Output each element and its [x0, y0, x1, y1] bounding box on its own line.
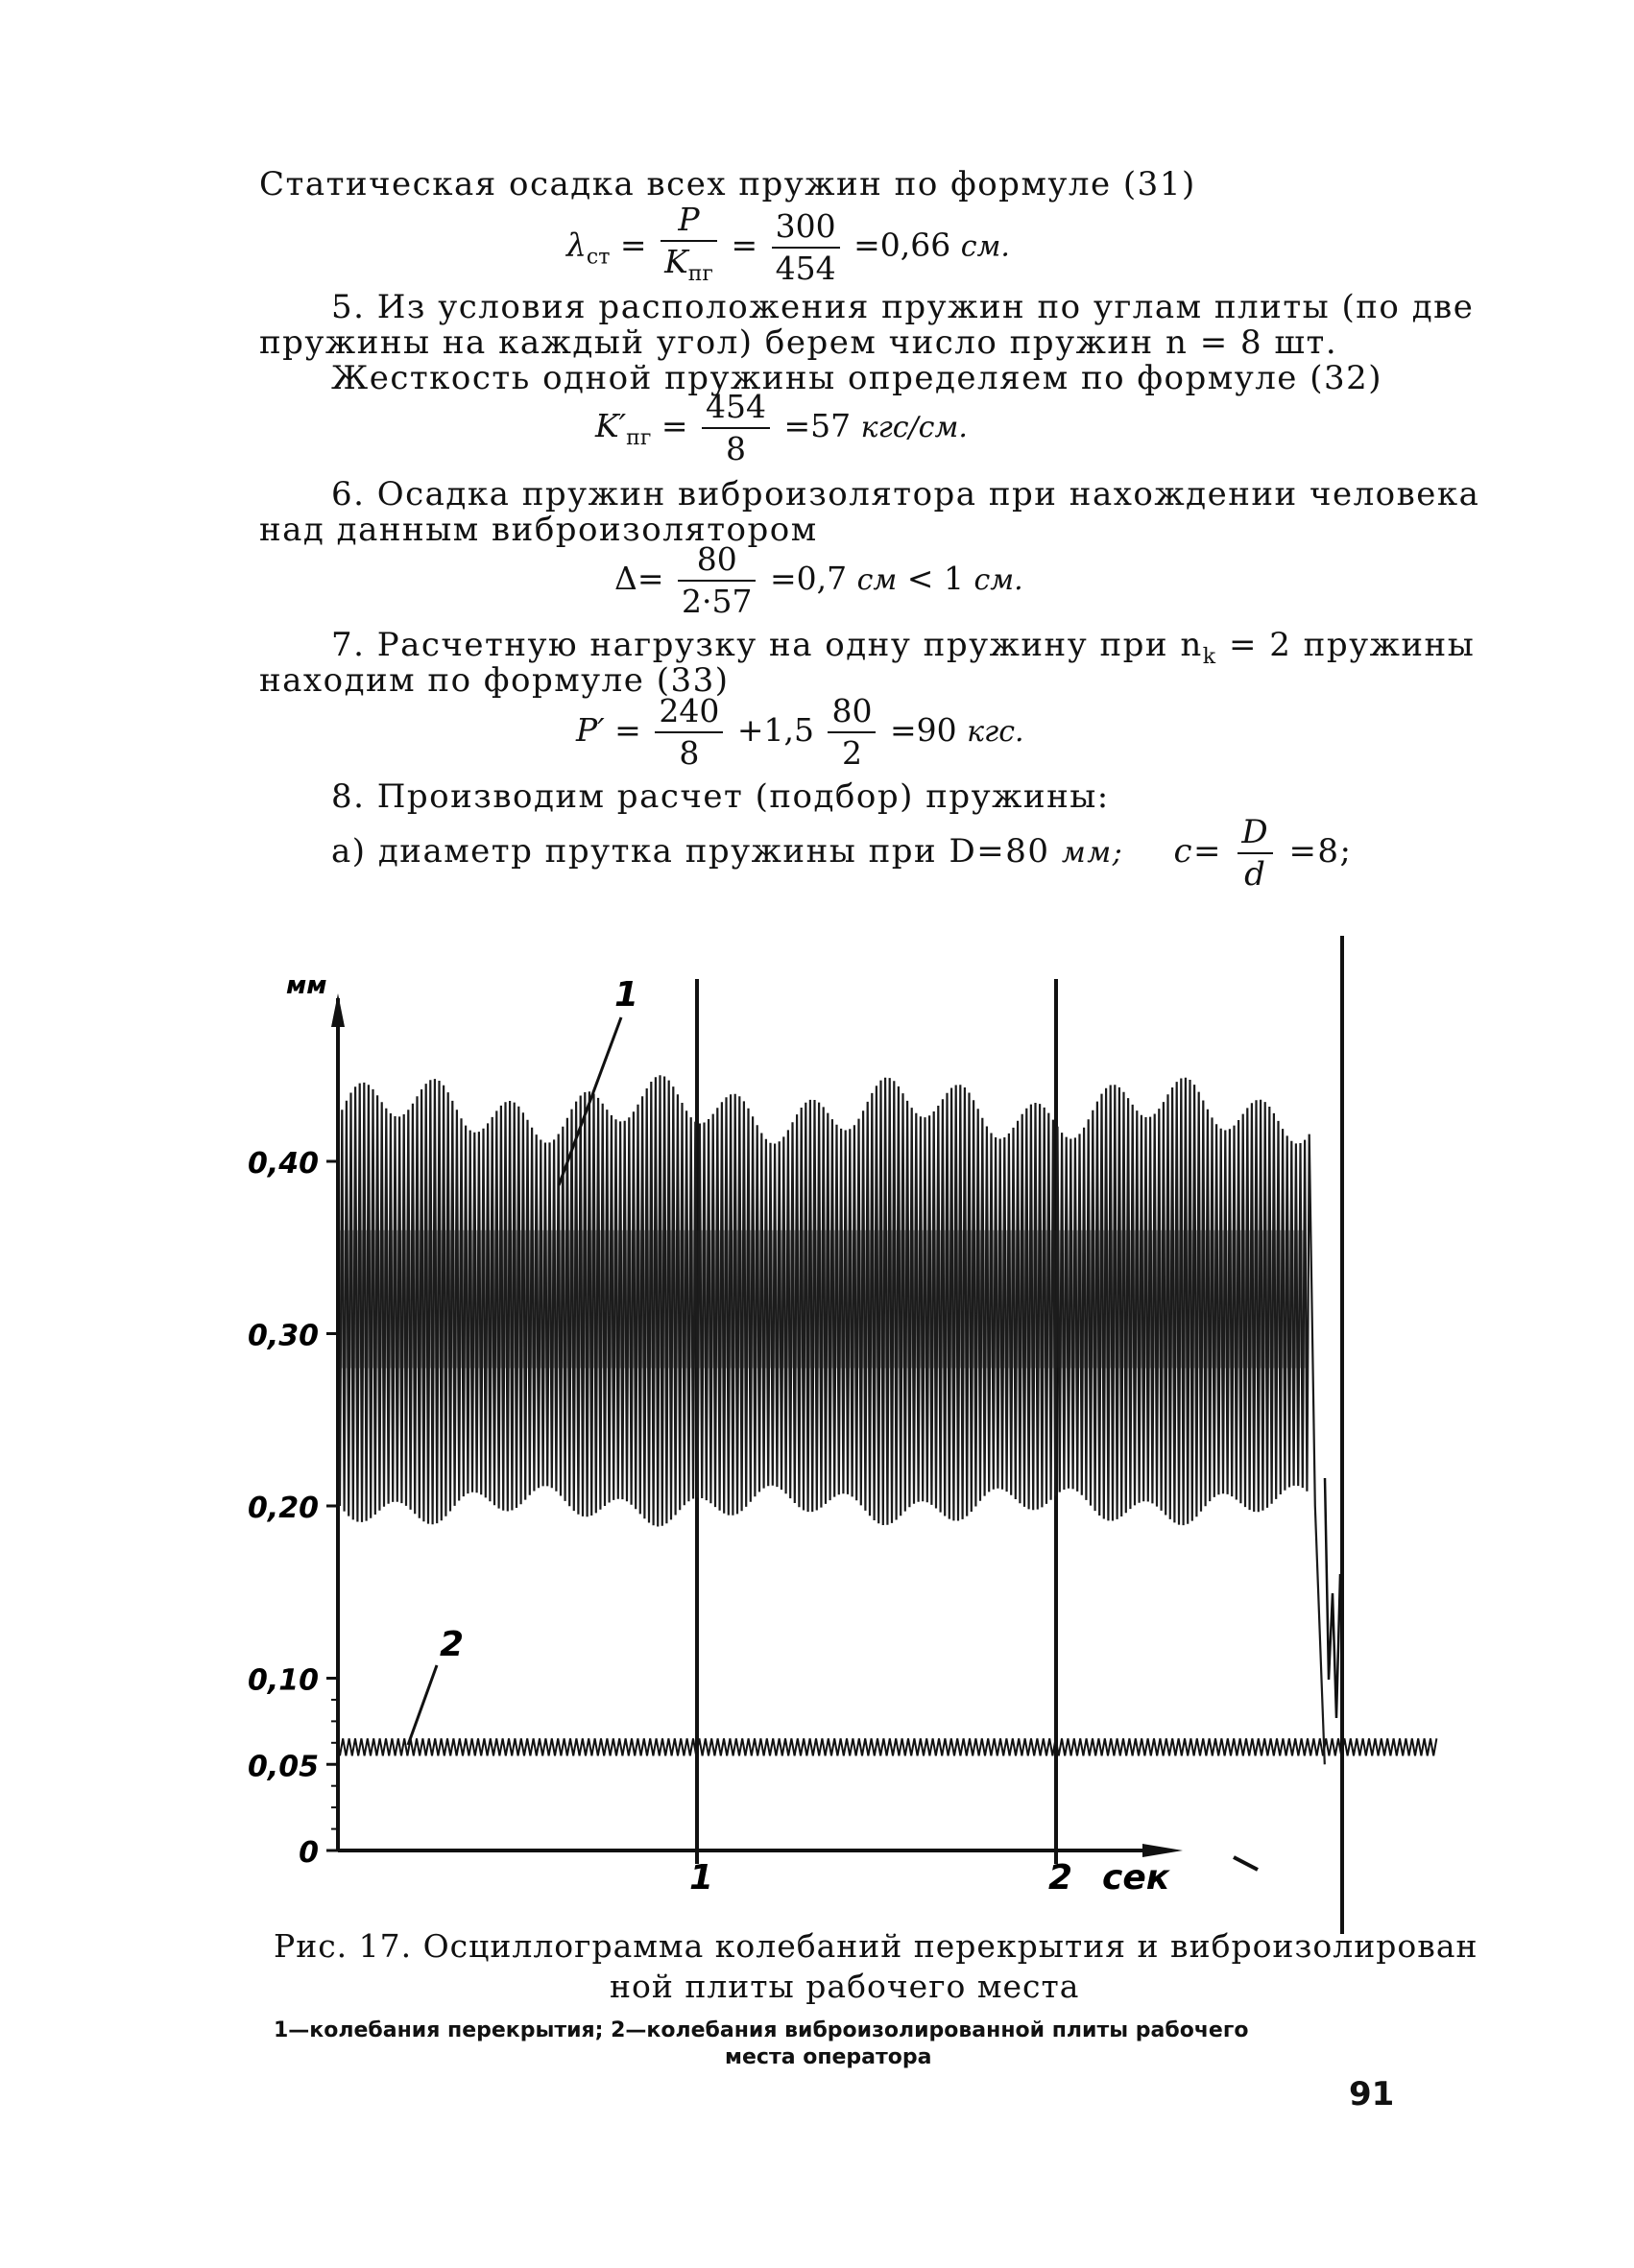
paragraph-line: 8. Производим расчет (подбор) пружины:	[331, 777, 1110, 816]
paragraph-line: Статическая осадка всех пружин по формуле (31)	[259, 165, 1196, 203]
fraction: $\frac{80}{2\cdot 57}$	[678, 541, 756, 620]
paragraph-line: 6. Осадка пружин виброизолятора при нахождении человека	[331, 475, 1480, 513]
y-tick-label: 0,10	[247, 1663, 319, 1698]
fraction: $\frac{454}{8}$	[702, 389, 770, 467]
stray-mark	[1234, 1857, 1258, 1870]
paragraph-line: 5. Из условия расположения пружин по углам плиты (по две	[331, 288, 1475, 326]
y-axis-arrow	[331, 993, 345, 1027]
fraction: $\frac{D}{d}$	[1238, 814, 1273, 893]
x-axis-label: сек	[1102, 1858, 1170, 1898]
series-1-label: 1	[614, 975, 639, 1015]
paragraph-line: пружины на каждый угол) берем число пружин n = 8 шт.	[259, 323, 1338, 362]
page-number: 91	[1349, 2075, 1395, 2113]
series-1-core	[340, 1230, 1306, 1369]
x-axis-arrow	[1142, 1844, 1183, 1857]
fraction: $\frac{300}{454}$	[772, 208, 840, 287]
fraction: $\frac{80}{2}$	[828, 693, 876, 772]
x-tick-label: 2	[1048, 1858, 1073, 1898]
figure-legend-continued: места оператора	[725, 2045, 932, 2069]
paragraph-line: Жесткость одной пружины определяем по формуле (32)	[331, 359, 1383, 397]
paragraph-line: 7. Расчетную нагрузку на одну пружину при $n_k = 2$ пружины	[331, 626, 1476, 669]
y-tick-label: 0,40	[247, 1147, 319, 1181]
formula-static-settlement: $\lambda_{ст}$ = $\frac{P}{K_{пг}}$ = $\frac{300}{454}$ =0,66 см.	[566, 202, 1010, 293]
series-1-line	[340, 1075, 1325, 1764]
paragraph-line: над данным виброизолятором	[259, 511, 818, 549]
y-tick-label: 0	[299, 1836, 319, 1870]
formula-design-load: P′ = $\frac{240}{8}$ +1,5 $\frac{80}{2}$ =90 кгс.	[576, 692, 1024, 772]
figure-caption: Рис. 17. Осциллограмма колебаний перекрытия и виброизолирован	[274, 1927, 1478, 1965]
paragraph-line-formula: а) диаметр прутка пружины при D=80 мм; c= $\frac{D}{d}$ =8;	[331, 813, 1353, 894]
y-tick-label: 0,20	[247, 1492, 319, 1525]
y-tick-label: 0,30	[247, 1319, 319, 1353]
formula-spring-stiffness: $K'_{пг}$ = $\frac{454}{8}$ =57 кгс/см.	[595, 388, 968, 467]
figure-caption-continued: ной плиты рабочего места	[610, 1968, 1080, 2005]
y-axis-label: мм	[286, 971, 327, 1000]
fraction: $\frac{240}{8}$	[655, 693, 723, 772]
paragraph-line: находим по формуле (33)	[259, 661, 730, 700]
series-2-line	[340, 1738, 1436, 1755]
series-2-leader	[408, 1665, 437, 1745]
fraction: $\frac{P}{K_{пг}}$	[661, 202, 717, 293]
series-tail	[1325, 1478, 1340, 1718]
formula-settlement-with-person: Δ= $\frac{80}{2\cdot 57}$ =0,7 см < 1 см.	[614, 540, 1023, 620]
y-tick-label: 0,05	[247, 1750, 319, 1784]
figure-legend: 1—колебания перекрытия; 2—колебания виброизолированной плиты рабочего	[274, 2018, 1249, 2042]
series-2-label: 2	[440, 1625, 465, 1664]
x-tick-label: 1	[689, 1858, 714, 1898]
